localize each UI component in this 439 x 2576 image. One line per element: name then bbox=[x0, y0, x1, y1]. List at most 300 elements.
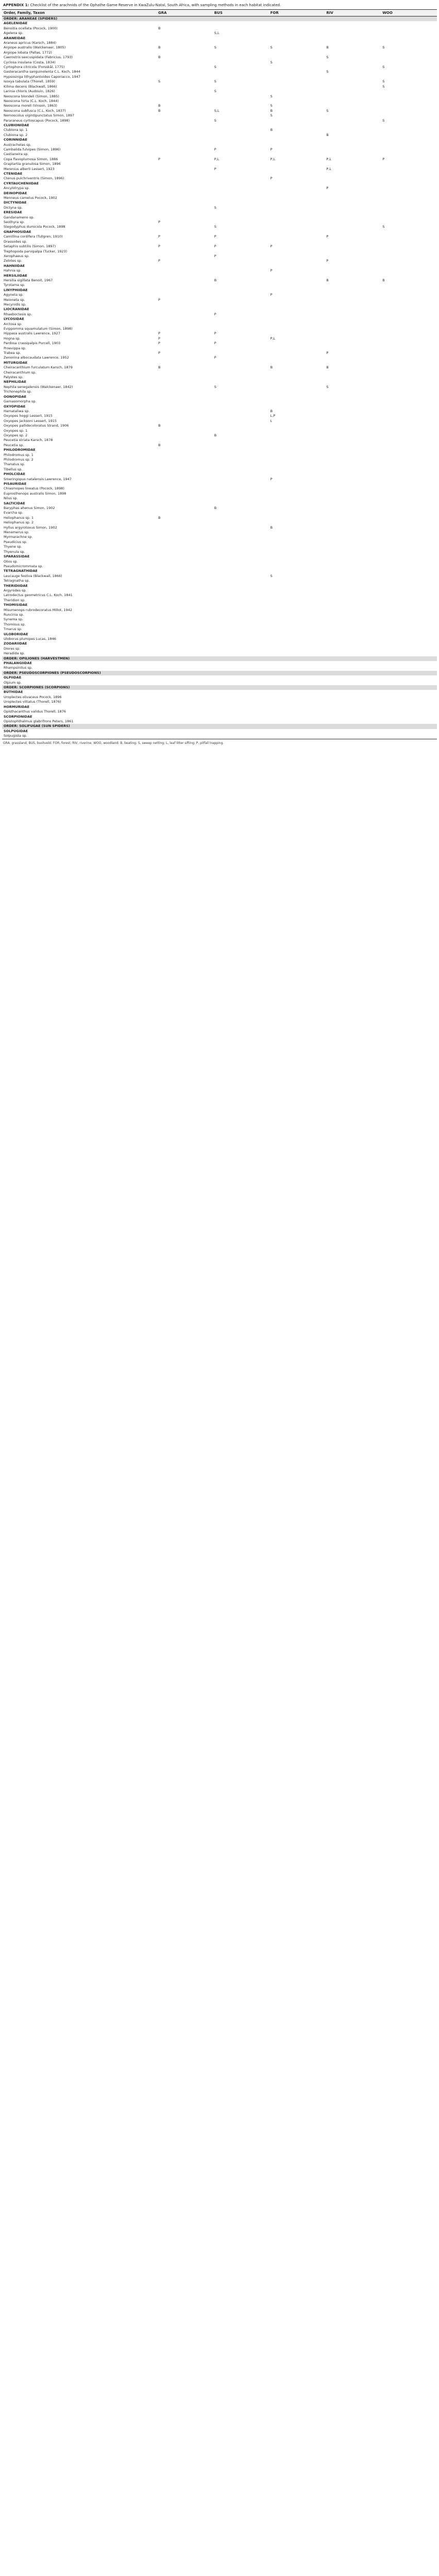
family-name: MITURGIDAE bbox=[4, 360, 28, 365]
table-row bbox=[2, 419, 437, 423]
taxon-cell: Argiope australis (Walckenaer, 1805) bbox=[4, 45, 66, 50]
riv-cell bbox=[325, 709, 381, 714]
woo-cell bbox=[381, 540, 437, 545]
bus-cell: S bbox=[214, 118, 216, 123]
taxon-cell: Argyrodes sp. bbox=[4, 588, 27, 592]
gra-cell bbox=[157, 593, 213, 598]
taxon-cell: Agelena sp. bbox=[4, 31, 24, 36]
gra-cell bbox=[157, 370, 213, 375]
gra-cell bbox=[157, 327, 213, 331]
order-row bbox=[2, 656, 437, 661]
family-row bbox=[2, 632, 437, 637]
table-row bbox=[2, 240, 437, 244]
bus-cell bbox=[213, 438, 269, 443]
woo-cell bbox=[381, 545, 437, 549]
bus-cell bbox=[213, 84, 269, 89]
order-row bbox=[2, 671, 437, 675]
woo-cell bbox=[381, 268, 437, 273]
riv-cell bbox=[325, 341, 381, 346]
bus-cell bbox=[213, 322, 269, 327]
riv-cell bbox=[325, 225, 381, 229]
riv-cell: B bbox=[326, 365, 329, 370]
riv-cell bbox=[325, 647, 381, 651]
woo-cell bbox=[381, 409, 437, 414]
table-row bbox=[2, 109, 437, 113]
bus-cell bbox=[213, 389, 269, 394]
table-row bbox=[2, 298, 437, 302]
table-row bbox=[2, 550, 437, 554]
bus-cell: B bbox=[214, 433, 217, 437]
gra-cell bbox=[157, 613, 213, 617]
taxon-cell: Caerostris sexcuspidata (Fabricius, 1793) bbox=[4, 55, 73, 60]
table-row bbox=[2, 700, 437, 704]
for-cell bbox=[269, 627, 325, 632]
for-cell bbox=[269, 79, 325, 84]
family-name: PHILODROMIDAE bbox=[4, 448, 36, 452]
riv-cell bbox=[325, 128, 381, 132]
riv-cell bbox=[325, 298, 381, 302]
gra-cell: P bbox=[158, 157, 160, 161]
taxon-cell: Heliophanus sp. 1 bbox=[4, 515, 34, 520]
gra-cell bbox=[157, 240, 213, 244]
for-cell bbox=[269, 298, 325, 302]
taxon-cell: Opisthacanthus validus Thorell, 1876 bbox=[4, 709, 66, 714]
table-row bbox=[2, 118, 437, 123]
family-row bbox=[2, 274, 437, 278]
woo-cell bbox=[381, 520, 437, 525]
family-name: THERIDIIDAE bbox=[4, 583, 28, 588]
gra-cell bbox=[157, 249, 213, 254]
family-name: SALTICIDAE bbox=[4, 501, 25, 505]
taxon-cell: Tmarus sp. bbox=[4, 627, 23, 632]
for-cell bbox=[269, 196, 325, 200]
for-cell bbox=[269, 206, 325, 210]
for-cell bbox=[269, 84, 325, 89]
gra-cell bbox=[157, 545, 213, 549]
family-row bbox=[2, 501, 437, 506]
gra-cell bbox=[157, 84, 213, 89]
taxon-cell: Peucetia sp. bbox=[4, 443, 24, 447]
bus-cell bbox=[213, 152, 269, 157]
bus-cell bbox=[213, 249, 269, 254]
for-cell bbox=[269, 700, 325, 704]
gra-cell bbox=[157, 355, 213, 360]
woo-cell bbox=[381, 336, 437, 341]
woo-cell bbox=[381, 327, 437, 331]
for-cell bbox=[269, 564, 325, 569]
table-row bbox=[2, 516, 437, 520]
taxon-cell: Thyene sp. bbox=[4, 545, 22, 549]
taxon-cell: Cyrtophora citricola (Forsskål, 1775) bbox=[4, 65, 65, 70]
riv-cell bbox=[325, 419, 381, 423]
gra-cell bbox=[157, 560, 213, 564]
woo-cell bbox=[381, 695, 437, 700]
taxon-cell: Nephila senegalensis (Walckenaer, 1842) bbox=[4, 384, 73, 389]
gra-cell bbox=[157, 414, 213, 418]
gra-cell bbox=[157, 550, 213, 554]
woo-cell bbox=[381, 167, 437, 172]
taxon-cell: Leucauge festiva (Blackwall, 1866) bbox=[4, 573, 62, 578]
woo-cell bbox=[381, 298, 437, 302]
riv-cell bbox=[325, 389, 381, 394]
table-row bbox=[2, 322, 437, 327]
table-row bbox=[2, 608, 437, 613]
woo-cell bbox=[381, 414, 437, 418]
riv-cell bbox=[325, 50, 381, 55]
gra-cell bbox=[157, 608, 213, 613]
gra-cell bbox=[157, 268, 213, 273]
for-cell bbox=[269, 50, 325, 55]
table-row bbox=[2, 457, 437, 462]
woo-cell: S bbox=[382, 79, 385, 84]
family-row bbox=[2, 317, 437, 321]
woo-cell bbox=[381, 734, 437, 739]
bus-cell bbox=[213, 719, 269, 724]
family-name: PISAURIDAE bbox=[4, 482, 27, 486]
family-row bbox=[2, 21, 437, 26]
gra-cell bbox=[157, 186, 213, 191]
table-row bbox=[2, 496, 437, 501]
table-row bbox=[2, 453, 437, 457]
taxon-cell: Hamataliwa sp. bbox=[4, 409, 30, 413]
order-name: ORDER: SOLIFUGAE (SUN SPIDERS) bbox=[2, 724, 437, 728]
bus-cell bbox=[213, 647, 269, 651]
bus-cell bbox=[213, 283, 269, 287]
riv-cell bbox=[325, 627, 381, 632]
riv-cell bbox=[325, 666, 381, 670]
riv-cell bbox=[325, 31, 381, 36]
table-row bbox=[2, 588, 437, 593]
bus-cell bbox=[213, 545, 269, 549]
riv-cell bbox=[325, 220, 381, 225]
bus-cell bbox=[213, 327, 269, 331]
woo-cell bbox=[381, 355, 437, 360]
bus-cell bbox=[213, 26, 269, 31]
gra-cell bbox=[157, 617, 213, 622]
riv-cell: P,L bbox=[326, 166, 331, 171]
for-cell bbox=[269, 225, 325, 229]
taxon-cell: Gandanameno sp. bbox=[4, 215, 35, 219]
for-cell bbox=[269, 433, 325, 438]
gra-cell bbox=[157, 196, 213, 200]
riv-cell bbox=[325, 336, 381, 341]
taxon-cell: Philodromus sp. 1 bbox=[4, 452, 33, 457]
table-row bbox=[2, 535, 437, 539]
family-row bbox=[2, 264, 437, 268]
taxon-cell: Merenius alberti Lessert, 1923 bbox=[4, 166, 55, 171]
table-row bbox=[2, 147, 437, 152]
table-row bbox=[2, 622, 437, 627]
bus-cell bbox=[213, 540, 269, 545]
bus-cell bbox=[213, 162, 269, 166]
gra-cell: P bbox=[158, 351, 160, 355]
for-cell: P,L bbox=[270, 336, 276, 341]
table-row bbox=[2, 540, 437, 545]
column-header-riv: RIV bbox=[325, 10, 381, 16]
woo-cell bbox=[381, 89, 437, 94]
taxon-cell: Benoitia ocellata (Pocock, 1900) bbox=[4, 26, 58, 30]
woo-cell bbox=[381, 637, 437, 641]
for-cell: P bbox=[270, 477, 273, 481]
taxon-cell: Solpugista sp. bbox=[2, 734, 157, 739]
table-row bbox=[2, 564, 437, 569]
gra-cell bbox=[157, 50, 213, 55]
for-cell: S bbox=[270, 104, 273, 108]
woo-cell bbox=[381, 31, 437, 36]
riv-cell bbox=[325, 462, 381, 467]
for-cell bbox=[269, 457, 325, 462]
table-row bbox=[2, 331, 437, 336]
for-cell bbox=[269, 118, 325, 123]
family-row bbox=[2, 569, 437, 573]
riv-cell bbox=[325, 113, 381, 118]
bus-cell: P bbox=[214, 166, 216, 171]
table-row bbox=[2, 492, 437, 496]
riv-cell bbox=[325, 608, 381, 613]
woo-cell bbox=[381, 128, 437, 132]
for-cell bbox=[269, 719, 325, 724]
taxon-cell: Rhaeboctesis sp. bbox=[4, 312, 32, 316]
gra-cell: B bbox=[158, 443, 161, 447]
taxon-cell: Runcinia sp. bbox=[4, 612, 24, 617]
family-name: HAHNIIDAE bbox=[4, 263, 25, 268]
taxon-cell: Chiasmopes lineatus (Pocock, 1898) bbox=[4, 486, 64, 491]
taxon-cell: Hogna sp. bbox=[4, 336, 21, 341]
order-name: ORDER: PSEUDOSCORPIONES (PSEUDOSCORPIONS) bbox=[2, 671, 437, 675]
woo-cell bbox=[381, 147, 437, 152]
for-cell bbox=[269, 215, 325, 220]
taxon-cell: Stegodyphus dumicola Pocock, 1898 bbox=[4, 225, 65, 229]
taxon-cell: Arctosa sp. bbox=[4, 321, 23, 326]
bus-cell: S bbox=[214, 89, 216, 94]
woo-cell: S bbox=[382, 118, 385, 123]
family-row bbox=[2, 661, 437, 666]
gra-cell bbox=[157, 283, 213, 287]
gra-cell bbox=[157, 41, 213, 45]
family-name: THOMISIDAE bbox=[4, 603, 28, 607]
gra-cell bbox=[157, 438, 213, 443]
riv-cell bbox=[325, 637, 381, 641]
table-row bbox=[2, 651, 437, 656]
taxon-cell: Myrmarachne sp. bbox=[4, 535, 33, 539]
riv-cell: S bbox=[326, 384, 329, 389]
bus-cell bbox=[213, 666, 269, 670]
bus-cell bbox=[213, 530, 269, 535]
riv-cell bbox=[325, 65, 381, 70]
family-name: HORMURIDAE bbox=[4, 704, 30, 709]
riv-cell bbox=[325, 240, 381, 244]
family-name: HERSILIIDAE bbox=[4, 273, 27, 278]
table-row bbox=[2, 477, 437, 482]
gra-cell bbox=[157, 457, 213, 462]
for-cell bbox=[269, 346, 325, 351]
woo-cell bbox=[381, 99, 437, 104]
riv-cell bbox=[325, 486, 381, 491]
taxon-cell: Austrachelas sp. bbox=[4, 142, 31, 147]
woo-cell bbox=[381, 70, 437, 74]
bus-cell: S bbox=[214, 205, 216, 210]
table-row bbox=[2, 627, 437, 632]
table-row bbox=[2, 385, 437, 389]
riv-cell bbox=[325, 99, 381, 104]
bus-cell bbox=[213, 560, 269, 564]
bus-cell bbox=[213, 240, 269, 244]
gra-cell bbox=[157, 564, 213, 569]
table-row bbox=[2, 365, 437, 370]
gra-cell bbox=[157, 506, 213, 511]
woo-cell bbox=[381, 370, 437, 375]
woo-cell bbox=[381, 647, 437, 651]
woo-cell bbox=[381, 564, 437, 569]
gra-cell bbox=[157, 70, 213, 74]
for-cell bbox=[269, 462, 325, 467]
gra-cell bbox=[157, 399, 213, 404]
woo-cell bbox=[381, 50, 437, 55]
riv-cell bbox=[325, 399, 381, 404]
table-row bbox=[2, 506, 437, 511]
taxon-cell: Proevippa sp. bbox=[4, 346, 26, 350]
bus-cell bbox=[213, 622, 269, 627]
woo-cell bbox=[381, 492, 437, 496]
bus-cell bbox=[213, 492, 269, 496]
family-name: DICTYNIDAE bbox=[4, 200, 27, 205]
woo-cell bbox=[381, 152, 437, 157]
taxon-cell: Opistophthalmus glabrifrons Peters, 1861 bbox=[4, 719, 74, 723]
taxon-cell: Synema sp. bbox=[4, 617, 24, 622]
woo-cell bbox=[381, 351, 437, 355]
woo-cell bbox=[381, 109, 437, 113]
taxon-cell: Cheiracanthium furculatum Karsch, 1879 bbox=[4, 365, 73, 370]
taxon-cell: Cheiracanthium sp. bbox=[4, 370, 37, 375]
table-row bbox=[2, 79, 437, 84]
woo-cell bbox=[381, 322, 437, 327]
riv-cell bbox=[325, 511, 381, 515]
table-row bbox=[2, 143, 437, 147]
table-row bbox=[2, 647, 437, 651]
table-row bbox=[2, 734, 437, 739]
family-row bbox=[2, 554, 437, 559]
bus-cell bbox=[213, 443, 269, 448]
bus-cell: P bbox=[214, 341, 216, 346]
family-name: OONOPIDAE bbox=[4, 394, 27, 399]
riv-cell bbox=[325, 176, 381, 181]
for-cell: B bbox=[270, 108, 273, 113]
family-row bbox=[2, 690, 437, 694]
bus-cell: S bbox=[214, 45, 216, 50]
bus-cell bbox=[213, 608, 269, 613]
taxon-cell: Ctenus pulchriventris (Simon, 1896) bbox=[4, 176, 64, 181]
bus-cell bbox=[213, 220, 269, 225]
for-cell: P,L bbox=[270, 157, 276, 161]
for-cell bbox=[269, 530, 325, 535]
riv-cell bbox=[325, 496, 381, 501]
for-cell bbox=[269, 31, 325, 36]
gra-cell: P bbox=[158, 244, 160, 249]
taxon-cell: Neoscona blondeli (Simon, 1885) bbox=[4, 94, 59, 98]
bus-cell bbox=[213, 414, 269, 418]
gra-cell: B bbox=[158, 108, 161, 113]
riv-cell bbox=[325, 370, 381, 375]
woo-cell bbox=[381, 375, 437, 380]
riv-cell bbox=[325, 734, 381, 739]
riv-cell bbox=[325, 41, 381, 45]
table-row bbox=[2, 327, 437, 331]
table-row bbox=[2, 31, 437, 36]
riv-cell: P bbox=[326, 234, 329, 239]
table-row bbox=[2, 719, 437, 724]
woo-cell bbox=[381, 249, 437, 254]
table-row bbox=[2, 84, 437, 89]
bus-cell bbox=[213, 351, 269, 355]
bus-cell bbox=[213, 467, 269, 472]
for-cell bbox=[269, 613, 325, 617]
gra-cell bbox=[157, 622, 213, 627]
woo-cell bbox=[381, 462, 437, 467]
gra-cell bbox=[157, 637, 213, 641]
order-row bbox=[2, 16, 437, 22]
gra-cell bbox=[157, 700, 213, 704]
table-row bbox=[2, 293, 437, 297]
riv-cell bbox=[325, 26, 381, 31]
woo-cell bbox=[381, 709, 437, 714]
bus-cell bbox=[213, 409, 269, 414]
gra-cell bbox=[157, 462, 213, 467]
woo-cell bbox=[381, 254, 437, 259]
family-name: PHOLCIDAE bbox=[4, 472, 25, 477]
bus-cell: P bbox=[214, 244, 216, 249]
taxon-cell: Tetragnatha sp. bbox=[4, 579, 30, 583]
table-row bbox=[2, 196, 437, 200]
gra-cell bbox=[157, 535, 213, 539]
family-row bbox=[2, 395, 437, 399]
bus-cell bbox=[213, 99, 269, 104]
for-cell bbox=[269, 389, 325, 394]
gra-cell bbox=[157, 385, 213, 389]
riv-cell bbox=[325, 409, 381, 414]
order-row bbox=[2, 685, 437, 690]
table-row bbox=[2, 443, 437, 448]
for-cell: S bbox=[270, 113, 273, 118]
riv-cell bbox=[325, 312, 381, 317]
riv-cell bbox=[325, 560, 381, 564]
family-row bbox=[2, 448, 437, 452]
woo-cell bbox=[381, 719, 437, 724]
bus-cell: S bbox=[214, 384, 216, 389]
gra-cell bbox=[157, 99, 213, 104]
woo-cell bbox=[381, 215, 437, 220]
taxon-cell: Pseudicius sp. bbox=[4, 539, 27, 544]
column-header-gra: GRA bbox=[157, 10, 213, 16]
taxon-cell: Hahnia sp. bbox=[4, 268, 22, 273]
gra-cell bbox=[157, 429, 213, 433]
for-cell bbox=[269, 283, 325, 287]
woo-cell bbox=[381, 477, 437, 482]
family-row bbox=[2, 200, 437, 205]
riv-cell bbox=[325, 535, 381, 539]
for-cell bbox=[269, 312, 325, 317]
riv-cell bbox=[325, 79, 381, 84]
riv-cell bbox=[325, 506, 381, 511]
for-cell: P bbox=[270, 268, 273, 273]
gra-cell bbox=[157, 588, 213, 593]
bus-cell bbox=[213, 302, 269, 307]
riv-cell bbox=[325, 540, 381, 545]
woo-cell: P bbox=[382, 157, 385, 161]
woo-cell bbox=[381, 302, 437, 307]
for-cell: S bbox=[270, 573, 273, 578]
family-row bbox=[2, 715, 437, 719]
taxon-cell: Trephopoda parvipalpa (Tucker, 1923) bbox=[4, 249, 67, 253]
